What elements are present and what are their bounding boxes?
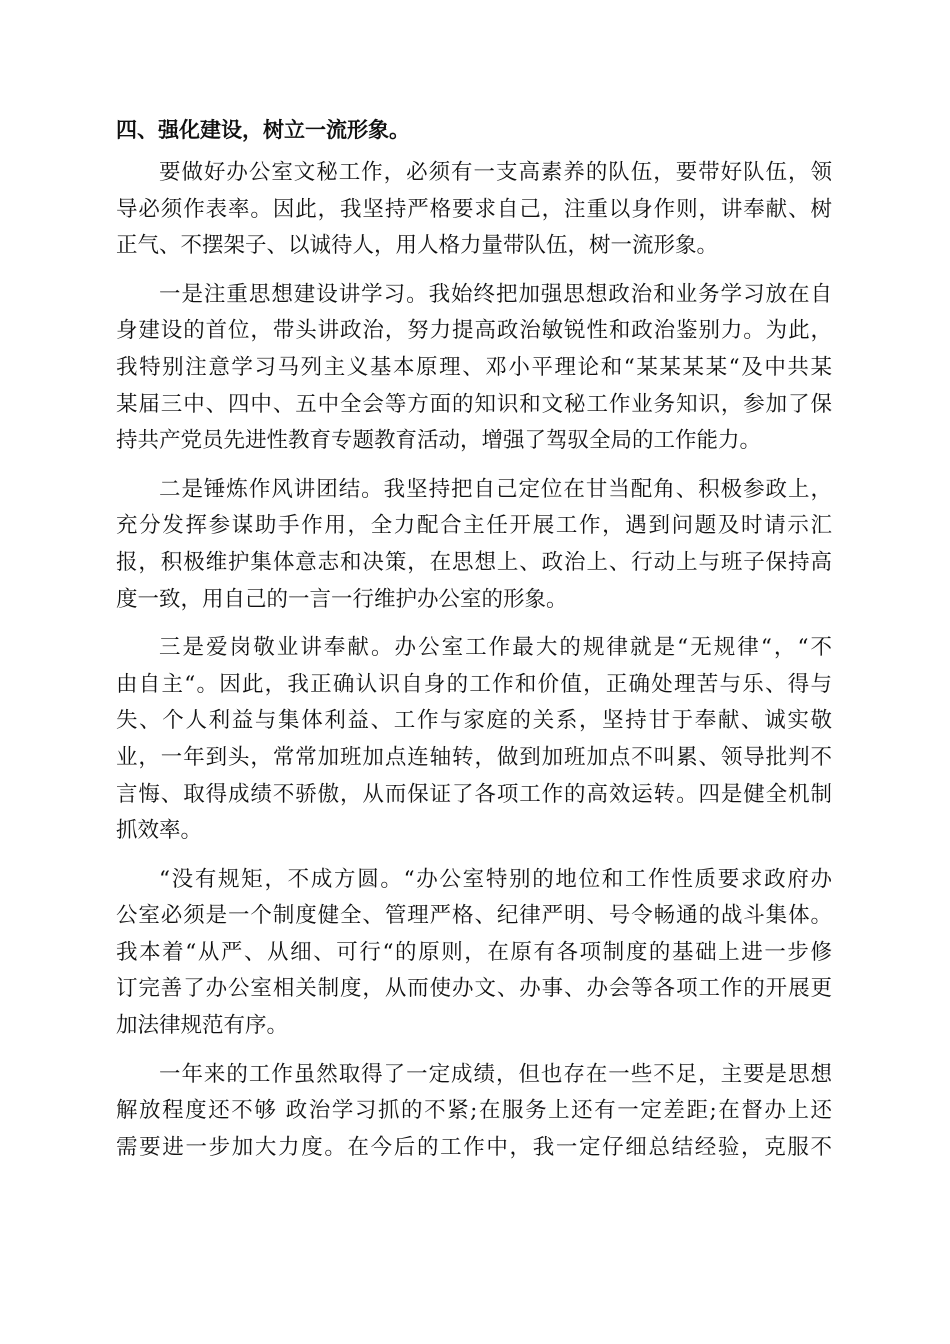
text-line: 公室必须是一个制度健全、管理严格、纪律严明、号令畅通的战斗集体。 [116,903,832,929]
text-line: 二是锤炼作风讲团结。我坚持把自己定位在甘当配角、积极参政上， [159,476,832,502]
text-line: 我特别注意学习马列主义基本原理、邓小平理论和“某某某某“及中共某 [116,354,832,380]
text-line: 由自主“。因此，我正确认识自身的工作和价值，正确处理苦与乐、得与 [116,671,832,697]
text-line: “没有规矩，不成方圆。“办公室特别的地位和工作性质要求政府办 [159,866,832,892]
text-line: 报，积极维护集体意志和决策，在思想上、政治上、行动上与班子保持高 [116,549,832,575]
text-line: 充分发挥参谋助手作用，全力配合主任开展工作，遇到问题及时请示汇 [116,513,832,539]
text-line: 三是爱岗敬业讲奉献。办公室工作最大的规律就是“无规律“，“不 [159,635,832,661]
text-line: 言悔、取得成绩不骄傲，从而保证了各项工作的高效运转。四是健全机制 [116,781,832,807]
text-line: 某届三中、四中、五中全会等方面的知识和文秘工作业务知识，参加了保 [116,391,832,417]
text-line: 一是注重思想建设讲学习。我始终把加强思想政治和业务学习放在自 [159,281,832,307]
document-page [116,110,832,1178]
text-line: 度一致，用自己的一言一行维护办公室的形象。 [116,586,568,612]
paragraph-shortcomings [116,1057,832,1167]
paragraph-rules [116,862,832,1045]
section-heading: 四、强化建设，树立一流形象。 [116,117,410,142]
text-line: 需要进一步加大力度。在今后的工作中，我一定仔细总结经验，克服不 [116,1134,832,1160]
text-line: 导必须作表率。因此，我坚持严格要求自己，注重以身作则，讲奉献、树 [116,196,832,222]
paragraph-team-building [116,155,832,265]
text-line: 身建设的首位，带头讲政治，努力提高政治敏锐性和政治鉴别力。为此， [116,318,832,344]
text-line: 失、个人利益与集体利益、工作与家庭的关系，坚持甘于奉献、诚实敬 [116,708,832,734]
text-line: 要做好办公室文秘工作，必须有一支高素养的队伍，要带好队伍，领 [159,160,832,185]
paragraph-unity [116,472,832,618]
text-line: 业，一年到头，常常加班加点连轴转，做到加班加点不叫累、领导批判不 [116,744,832,770]
text-line: 我本着“从严、从细、可行“的原则，在原有各项制度的基础上进一步修 [116,939,832,965]
text-line: 订完善了办公室相关制度，从而使办文、办事、办会等各项工作的开展更 [116,976,832,1002]
text-line: 正气、不摆架子、以诚待人，用人格力量带队伍，树一流形象。 [116,233,719,259]
text-line: 解放程度还不够 政治学习抓的不紧;在服务上还有一定差距;在督办上还 [116,1098,832,1124]
paragraph-study [116,277,832,460]
text-line: 持共产党员先进性教育专题教育活动，增强了驾驭全局的工作能力。 [116,428,762,454]
paragraph-dedication [116,630,832,850]
text-line: 一年来的工作虽然取得了一定成绩，但也存在一些不足，主要是思想 [159,1061,832,1087]
text-line: 抓效率。 [116,818,203,844]
text-line: 加法律规范有序。 [116,1013,289,1039]
